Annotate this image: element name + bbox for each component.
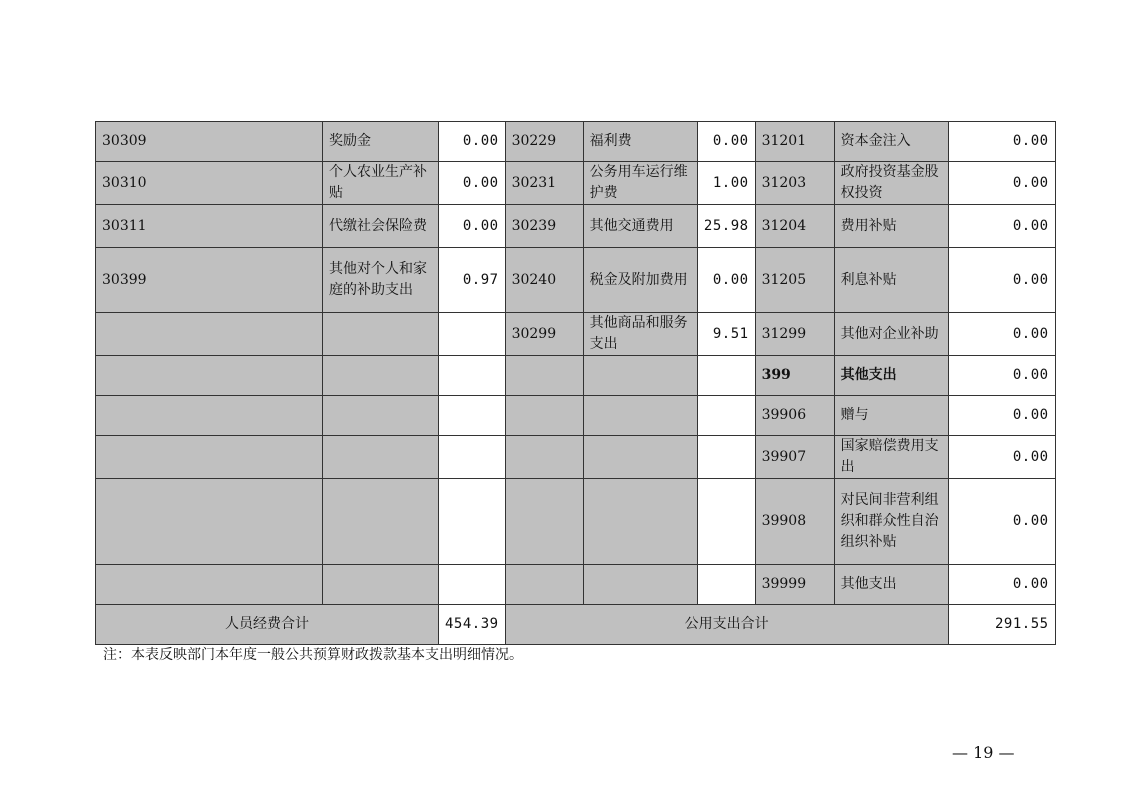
personnel-total-label: 人员经费合计 [96,605,439,645]
econ-name [323,313,439,356]
amount-cell: 25.98 [697,205,755,248]
econ-name: 其他支出 [834,565,948,605]
econ-code: 30310 [96,162,323,205]
table-row [96,436,1056,479]
econ-name [583,356,697,396]
econ-code: 30311 [96,205,323,248]
amount-cell: 0.00 [948,396,1055,436]
econ-code: 30240 [505,248,583,313]
econ-name: 公务用车运行维护费 [583,162,697,205]
econ-code [96,396,323,436]
amount-cell [697,356,755,396]
amount-cell: 0.00 [948,248,1055,313]
econ-code [96,436,323,479]
amount-cell [697,396,755,436]
amount-cell [439,396,506,436]
amount-cell: 0.00 [948,162,1055,205]
econ-name [583,436,697,479]
amount-cell: 0.00 [439,205,506,248]
econ-code: 39908 [755,479,834,565]
amount-cell [697,565,755,605]
amount-cell: 0.00 [948,356,1055,396]
table-row [96,479,1056,565]
econ-name: 其他对企业补助 [834,313,948,356]
econ-name [583,479,697,565]
econ-code [96,313,323,356]
totals-row [96,605,1056,645]
table-row [96,162,1056,205]
econ-code: 31201 [755,122,834,162]
econ-name: 费用补贴 [834,205,948,248]
amount-cell: 0.00 [948,565,1055,605]
econ-code [96,479,323,565]
econ-code: 30231 [505,162,583,205]
econ-code [505,479,583,565]
econ-name [323,479,439,565]
amount-cell: 0.00 [948,313,1055,356]
econ-name: 奖励金 [323,122,439,162]
amount-cell: 0.00 [439,122,506,162]
econ-code: 30299 [505,313,583,356]
econ-name: 福利费 [583,122,697,162]
amount-cell: 0.00 [948,436,1055,479]
econ-name [323,356,439,396]
econ-name: 国家赔偿费用支出 [834,436,948,479]
table-row [96,205,1056,248]
amount-cell [439,313,506,356]
econ-code: 31203 [755,162,834,205]
personnel-total-value: 454.39 [439,605,506,645]
econ-code: 31299 [755,313,834,356]
econ-name: 税金及附加费用 [583,248,697,313]
econ-name: 代缴社会保险费 [323,205,439,248]
econ-code: 30239 [505,205,583,248]
econ-name: 其他交通费用 [583,205,697,248]
econ-name: 个人农业生产补贴 [323,162,439,205]
econ-name: 政府投资基金股权投资 [834,162,948,205]
econ-name [583,396,697,436]
amount-cell [439,356,506,396]
amount-cell: 0.00 [948,205,1055,248]
econ-code [505,356,583,396]
econ-code: 31204 [755,205,834,248]
amount-cell [439,436,506,479]
table-row [96,248,1056,313]
econ-code: 30399 [96,248,323,313]
table-row [96,396,1056,436]
econ-code [505,436,583,479]
page-number: — 19 — [952,743,1015,762]
amount-cell [697,479,755,565]
econ-code: 39906 [755,396,834,436]
amount-cell: 0.00 [697,248,755,313]
table-row [96,122,1056,162]
econ-name [323,436,439,479]
table-footnote: 注：本表反映部门本年度一般公共预算财政拨款基本支出明细情况。 [103,647,523,663]
table-row [96,313,1056,356]
econ-name: 资本金注入 [834,122,948,162]
amount-cell: 0.00 [948,479,1055,565]
econ-code [505,565,583,605]
econ-name: 其他商品和服务支出 [583,313,697,356]
econ-name: 对民间非营利组织和群众性自治组织补贴 [834,479,948,565]
amount-cell: 0.00 [948,122,1055,162]
amount-cell: 9.51 [697,313,755,356]
econ-name: 赠与 [834,396,948,436]
econ-name [583,565,697,605]
econ-name: 利息补贴 [834,248,948,313]
public-total-label: 公用支出合计 [505,605,948,645]
table-row [96,565,1056,605]
econ-code [96,356,323,396]
econ-name [323,565,439,605]
expenditure-detail-table [95,121,1056,645]
amount-cell: 0.00 [697,122,755,162]
econ-name-category: 其他支出 [834,356,948,396]
amount-cell [697,436,755,479]
econ-code: 39907 [755,436,834,479]
amount-cell [439,565,506,605]
econ-code-category: 399 [755,356,834,396]
public-total-value: 291.55 [948,605,1055,645]
econ-name [323,396,439,436]
amount-cell: 0.97 [439,248,506,313]
econ-code: 31205 [755,248,834,313]
econ-code: 30229 [505,122,583,162]
amount-cell [439,479,506,565]
econ-name: 其他对个人和家庭的补助支出 [323,248,439,313]
econ-code [505,396,583,436]
amount-cell: 0.00 [439,162,506,205]
table-row [96,356,1056,396]
econ-code: 39999 [755,565,834,605]
amount-cell: 1.00 [697,162,755,205]
econ-code [96,565,323,605]
econ-code: 30309 [96,122,323,162]
